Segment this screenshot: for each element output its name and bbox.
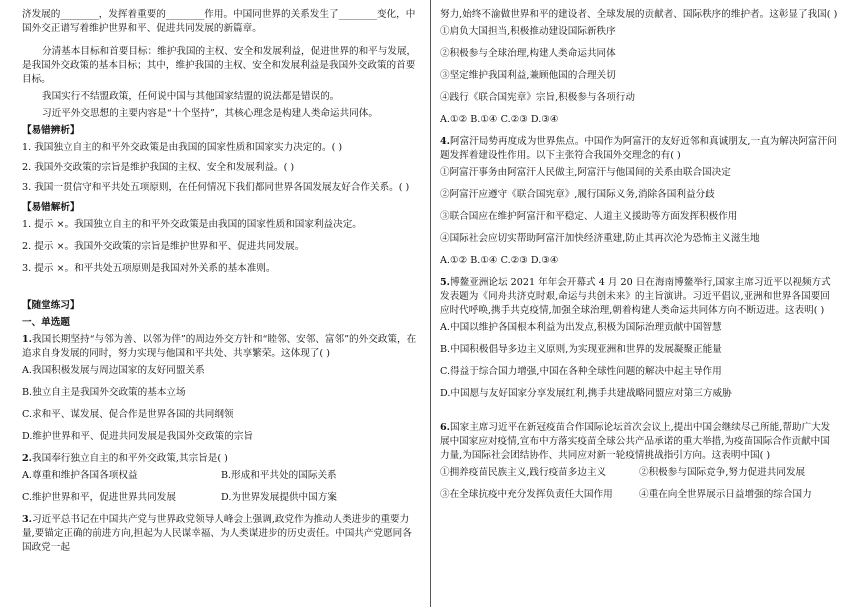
yicuo-item-2: 2. 我国外交政策的宗旨是维护我国的主权、安全和发展利益。( ) xyxy=(22,162,295,173)
question-number: 6. xyxy=(440,422,451,433)
practice-title: 【随堂练习】 xyxy=(22,300,80,311)
intro-paragraph-2: 分清基本目标和首要目标：维护我国的主权、安全和发展利益，促进世界的和平与发展，是我国外交政策的基本目标；其中，维护我国的主权、安全和发展利益是我国外交政策的首要目标。 xyxy=(22,46,417,85)
jiexi-item-1: 1. 提示 ×。我国独立自主的和平外交政策是由我国的国家性质和国家利益决定。 xyxy=(22,219,362,230)
column-divider xyxy=(430,0,431,607)
q6-marks-row-1 xyxy=(440,466,838,480)
question-number: 4. xyxy=(440,136,451,147)
q3-choices: A.①② B.①④ C.②③ D.③④ xyxy=(440,114,559,125)
section-title: 一、单选题 xyxy=(22,317,70,328)
q1-option-d: D.维护世界和平、促进共同发展是我国外交政策的宗旨 xyxy=(22,431,254,442)
question-1-stem xyxy=(22,333,420,361)
question-text: 我国长期坚持“与邻为善、以邻为伴”的周边外交方针和“睦邻、安邻、富邻”的外交政策，在追求自身发展的同时，努力实现与他国和平共处、共享繁荣。这体现了( ) xyxy=(22,334,417,359)
q3-mark-4: ④践行《联合国宪章》宗旨,积极参与各项行动 xyxy=(440,92,635,103)
question-text: 习近平总书记在中国共产党与世界政党领导人峰会上强调,政党作为推动人类进步的重要力量,要锚定正确的前进方向,担起为人民谋幸福、为人类谋进步的历史责任。中国共产党愿同各国政党一起 xyxy=(22,514,412,553)
q4-mark-2: ②阿富汗应遵守《联合国宪章》,履行国际义务,消除各国利益分歧 xyxy=(440,189,715,200)
q5-option-b: B.中国积极倡导多边主义原则,为实现亚洲和世界的发展凝聚正能量 xyxy=(440,344,722,355)
question-3-continued: 努力,始终不渝做世界和平的建设者、全球发展的贡献者、国际秩序的维护者。这彰显了我国( ) xyxy=(440,9,838,20)
q2-option-d: D.为世界发展提供中国方案 xyxy=(221,492,337,503)
question-text: 我国奉行独立自主的和平外交政策,其宗旨是( ) xyxy=(32,453,228,464)
left-column xyxy=(22,0,420,607)
q3-mark-2: ②积极参与全球治理,构建人类命运共同体 xyxy=(440,48,616,59)
q6-mark-2: ②积极参与国际竞争,努力促进共同发展 xyxy=(639,467,806,478)
q1-option-c: C.求和平、谋发展、促合作是世界各国的共同纲领 xyxy=(22,409,234,420)
q4-mark-4: ④国际社会应切实帮助阿富汗加快经济重建,防止其再次沦为恐怖主义滋生地 xyxy=(440,233,760,244)
q6-marks-row-2 xyxy=(440,488,838,502)
question-number: 1. xyxy=(22,334,33,345)
question-6-stem xyxy=(440,421,838,463)
q2-options-row-2 xyxy=(22,491,420,505)
q6-mark-1: ①拥养疫苗民族主义,践行疫苗多边主义 xyxy=(440,467,607,478)
jiexi-item-2: 2. 提示 ×。我国外交政策的宗旨是维护世界和平、促进共同发展。 xyxy=(22,241,305,252)
question-3-stem xyxy=(22,513,420,555)
q1-option-b: B.独立自主是我国外交政策的基本立场 xyxy=(22,387,186,398)
yicuo-item-3: 3. 我国一贯信守和平共处五项原则，在任何情况下我们都同世界各国发展友好合作关系。( ) xyxy=(22,182,410,193)
q4-choices: A.①② B.①④ C.②③ D.③④ xyxy=(440,255,559,266)
q3-mark-1: ①肩负大国担当,积极推动建设国际新秩序 xyxy=(440,26,616,37)
question-number: 3. xyxy=(22,514,33,525)
intro-paragraph-3: 我国实行不结盟政策，任何说中国与其他国家结盟的说法都是错误的。 xyxy=(42,91,340,102)
question-text: 阿富汗局势再度成为世界焦点。中国作为阿富汗的友好近邻和真诚朋友,一直为解决阿富汗问题发挥着建设性作用。以下主张符合我国外交理念的有( ) xyxy=(440,136,837,161)
q2-option-c: C.维护世界和平，促进世界共同发展 xyxy=(22,492,176,503)
question-number: 5. xyxy=(440,277,451,288)
q5-option-c: C.得益于综合国力增强,中国在各种全球性问题的解决中起主导作用 xyxy=(440,366,722,377)
q2-option-b: B.形成和平共处的国际关系 xyxy=(221,470,337,481)
question-4-stem xyxy=(440,135,838,163)
yicuo-bianxi-title: 【易错辨析】 xyxy=(22,125,80,136)
jiexi-item-3: 3. 提示 ×。和平共处五项原则是我国对外关系的基本准则。 xyxy=(22,263,276,274)
q1-option-a: A.我国积极发展与周边国家的友好同盟关系 xyxy=(22,365,205,376)
intro-paragraph-4: 习近平外交思想的主要内容是“十个坚持”，其核心理念是构建人类命运共同体。 xyxy=(42,108,378,119)
yicuo-item-1: 1. 我国独立自主的和平外交政策是由我国的国家性质和国家实力决定的。( ) xyxy=(22,142,343,153)
q2-options-row-1 xyxy=(22,469,420,483)
question-text: 国家主席习近平在新冠疫苗合作国际论坛首次会议上,提出中国会继续尽己所能,帮助广大发展中国家应对疫情,宣布中方落实疫苗全球公共产品承诺的重大举措,为疫苗国际合作贡献中国力量,为国际社会团结协作、共同应对新一轮疫情挑战指引方向。这表明中国( ) xyxy=(440,422,831,461)
question-2-stem xyxy=(22,452,420,466)
q2-option-a: A.尊重和维护各国各项权益 xyxy=(22,470,138,481)
q5-option-a: A.中国以维护各国根本利益为出发点,积极为国际治理贡献中国智慧 xyxy=(440,322,722,333)
question-number: 2. xyxy=(22,453,33,464)
q6-mark-4: ④重在向全世界展示日益增强的综合国力 xyxy=(639,489,812,500)
question-5-stem xyxy=(440,276,838,318)
question-text: 博鳌亚洲论坛 2021 年年会开幕式 4 月 20 日在海南博鳌举行,国家主席习近平以视频方式发表题为《同舟共济克时艰,命运与共创未来》的主旨演讲。习近平倡议,亚洲和世界各国要回应时代呼唤,携手共克疫情,加强全球治理,朝着构建人类命运共同体方向不断迈进。这表明( ) xyxy=(440,277,831,316)
right-column xyxy=(440,0,838,607)
q4-mark-1: ①阿富汗事务由阿富汗人民做主,阿富汗与他国间的关系由联合国决定 xyxy=(440,167,731,178)
intro-paragraph-1: 济发展的________，发挥着重要的________作用。中国同世界的关系发生了________变化，中国外交正谱写着维护世界和平、促进共同发展的新篇章。 xyxy=(22,9,416,34)
yicuo-jiexi-title: 【易错解析】 xyxy=(22,202,80,213)
q3-mark-3: ③坚定维护我国利益,兼顾他国的合理关切 xyxy=(440,70,616,81)
q5-option-d: D.中国愿与友好国家分享发展红利,携手共建战略同盟应对第三方威胁 xyxy=(440,388,732,399)
q4-mark-3: ③联合国应在维护阿富汗和平稳定、人道主义援助等方面发挥积极作用 xyxy=(440,211,738,222)
q6-mark-3: ③在全球抗疫中充分发挥负责任大国作用 xyxy=(440,489,613,500)
